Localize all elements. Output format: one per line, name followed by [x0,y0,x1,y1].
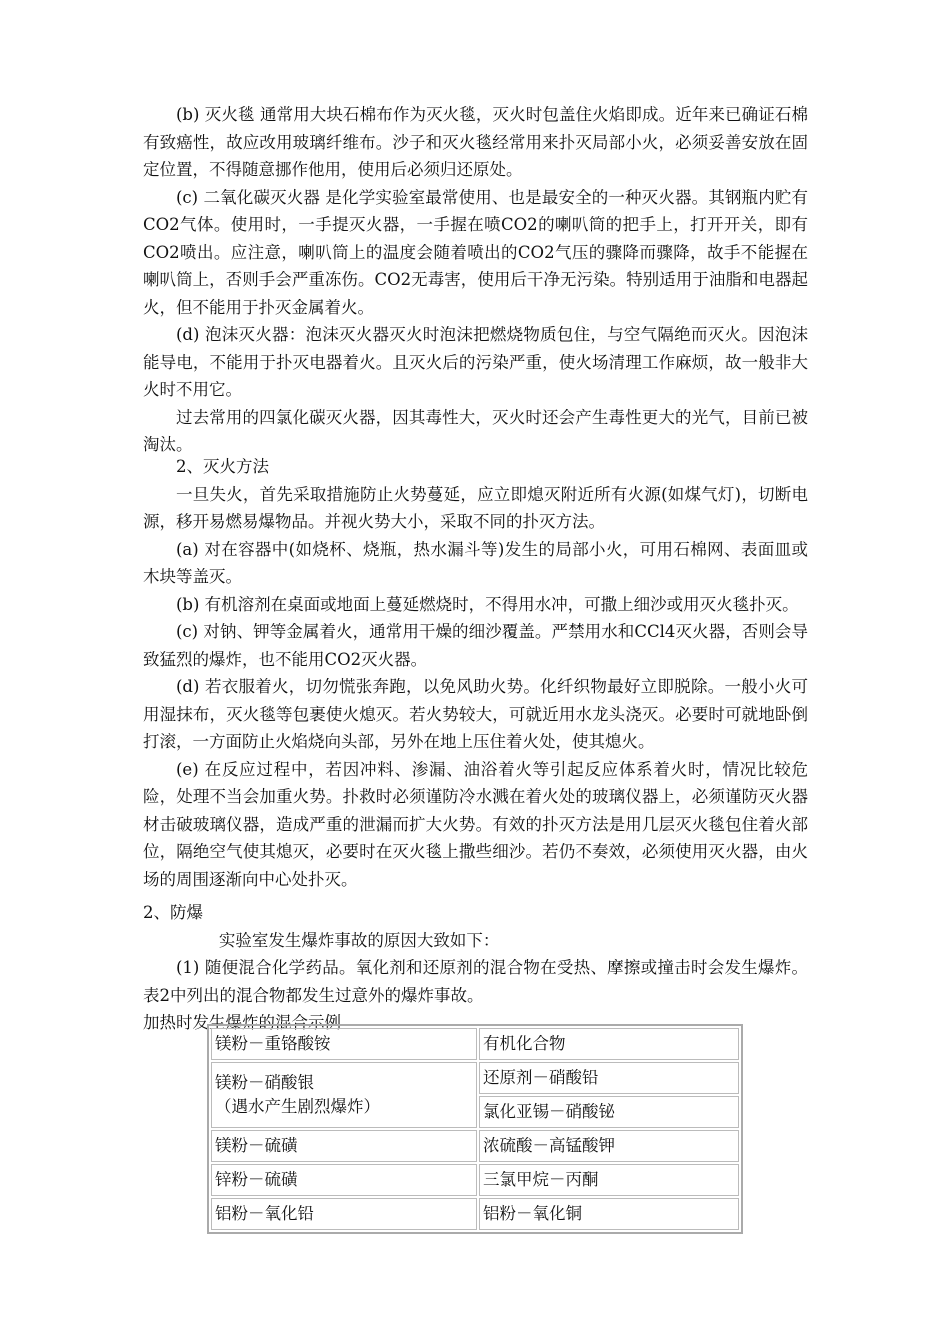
table-row [211,1062,739,1094]
table-cell-line: 镁粉－硝酸银 [215,1073,314,1092]
method-section [143,453,808,893]
table-caption: 加热时发生爆炸的混合示例 [143,1013,341,1032]
paragraph-method-d: (d) 若衣服着火，切勿慌张奔跑，以免风助火势。化纤织物最好立即脱除。一般小火可用湿抹布，灭火毯等包裹使火熄灭。若火势较大，可就近用水龙头浇灭。必要时可就地卧倒打滚，一方面防止火焰烧向头部，另外在地上压住着火处，使其熄火。 [143,677,808,751]
table-cell: 锌粉－硫磺 [211,1164,477,1196]
section-title-explosion: 2、防爆 [143,903,203,922]
table-cell: 浓硫酸－高锰酸钾 [479,1130,739,1162]
paragraph-method-a: (a) 对在容器中(如烧杯、烧瓶，热水漏斗等)发生的局部小火，可用石棉网、表面皿或木块等盖灭。 [143,539,808,586]
paragraph-method-b: (b) 有机溶剂在桌面或地面上蔓延燃烧时，不得用水冲，可撒上细沙或用灭火毯扑灭。 [176,594,799,614]
explosive-mixtures-table [207,1024,743,1234]
paragraph-method-intro: 一旦失火，首先采取措施防止火势蔓延，应立即熄灭附近所有火源(如煤气灯)，切断电源，移开易燃易爆物品。并视火势大小，采取不同的扑灭方法。 [143,484,808,531]
table-cell: 铝粉－氧化铅 [211,1198,477,1230]
table-cell [211,1062,477,1128]
table-cell: 有机化合物 [479,1028,739,1060]
table-cell: 镁粉－硫磺 [211,1130,477,1162]
explosion-intro: 实验室发生爆炸事故的原因大致如下： [218,930,500,950]
paragraph-fire-blanket: (b) 灭火毯 通常用大块石棉布作为灭火毯，灭火时包盖住火焰即成。近年来已确证石棉有致癌性，故应改用玻璃纤维布。沙子和灭火毯经常用来扑灭局部小火，必须妥善安放在固定位置，不得随意挪作他用，使用后必须归还原处。 [143,105,808,179]
section-title-method: 2、灭火方法 [176,457,269,476]
table-cell: 三氯甲烷－丙酮 [479,1164,739,1196]
paragraph-foam-extinguisher: (d) 泡沫灭火器：泡沫灭火器灭火时泡沫把燃烧物质包住，与空气隔绝而灭火。因泡沫能导电，不能用于扑灭电器着火。且灭火后的污染严重，使火场清理工作麻烦，故一般非大火时不用它。 [143,325,808,399]
explosion-section [143,899,808,1037]
paragraph-method-c: (c) 对钠、钾等金属着火，通常用干燥的细沙覆盖。严禁用水和CCl4灭火器，否则会导致猛烈的爆炸，也不能用CO2灭火器。 [143,622,808,669]
table-cell-line: （遇水产生剧烈爆炸） [215,1097,380,1116]
extinguisher-section [143,101,808,459]
table-cell: 还原剂－硝酸铅 [479,1062,739,1094]
table-row [211,1028,739,1060]
explosion-item-1: (1) 随便混合化学药品。氧化剂和还原剂的混合物在受热、摩擦或撞击时会发生爆炸。表2中列出的混合物都发生过意外的爆炸事故。 [143,958,808,1005]
table-cell: 氯化亚锡－硝酸铋 [479,1096,739,1128]
table-row [211,1164,739,1196]
table-cell: 镁粉－重铬酸铵 [211,1028,477,1060]
table-cell: 铝粉－氧化铜 [479,1198,739,1230]
paragraph-co2-extinguisher: (c) 二氧化碳灭火器 是化学实验室最常使用、也是最安全的一种灭火器。其钢瓶内贮有CO2气体。使用时，一手提灭火器，一手握在喷CO2的喇叭筒的把手上，打开开关，即有CO2喷出。应注意，喇叭筒上的温度会随着喷出的CO2气压的骤降而骤降，故手不能握在喇叭筒上，否则手会严重冻伤。CO2无毒害，使用后干净无污染。特别适用于油脂和电器起火，但不能用于扑灭金属着火。 [143,187,808,317]
table-row [211,1198,739,1230]
paragraph-method-e: (e) 在反应过程中，若因冲料、渗漏、油浴着火等引起反应体系着火时，情况比较危险，处理不当会加重火势。扑救时必须谨防冷水溅在着火处的玻璃仪器上，必须谨防灭火器材击破玻璃仪器，造成严重的泄漏而扩大火势。有效的扑灭方法是用几层灭火毯包住着火部位，隔绝空气使其熄灭，必要时在灭火毯上撒些细沙。若仍不奏效，必须使用灭火器，由火场的周围逐渐向中心处扑灭。 [143,759,808,889]
paragraph-ccl4-extinguisher: 过去常用的四氯化碳灭火器，因其毒性大，灭火时还会产生毒性更大的光气，目前已被淘汰。 [143,407,808,454]
table-row [211,1130,739,1162]
